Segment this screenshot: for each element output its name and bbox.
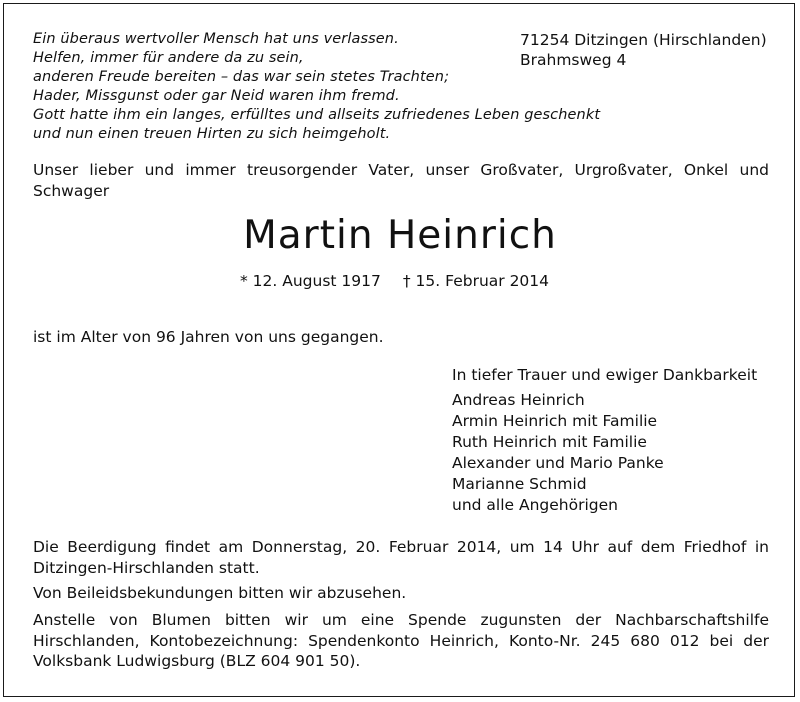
mourners-block (452, 365, 757, 516)
donation-notice: Anstelle von Blumen bitten wir um eine Spende zugunsten der Nachbarschaftshilfe Hirschlanden, Kontobezeichnung: Spendenkonto Heinrich, Konto-Nr. 245 680 012 bei der Volksbank Ludwigsburg (BLZ 604 901 50). (33, 611, 769, 670)
poem-line: Gott hatte ihm ein langes, erfülltes und allseits zufriedenes Leben geschenkt (33, 107, 601, 123)
mourning-greeting: In tiefer Trauer und ewiger Dankbarkeit (452, 366, 758, 384)
life-dates (240, 271, 549, 291)
condolence-notice: Von Beileidsbekundungen bitten wir abzusehen. (33, 584, 407, 602)
address-street: Brahmsweg 4 (520, 50, 627, 69)
poem-line: anderen Freude bereiten – das war sein stetes Trachten; (33, 69, 450, 85)
deceased-name: Martin Heinrich (243, 213, 557, 258)
mourner-name: Ruth Heinrich mit Familie (452, 433, 647, 451)
mourner-name: Marianne Schmid (452, 475, 587, 493)
mourner-name: und alle Angehörigen (452, 496, 618, 514)
death-date: † 15. Februar 2014 (402, 272, 550, 290)
poem-line: Helfen, immer für andere da zu sein, (33, 50, 304, 66)
poem-line: und nun einen treuen Hirten zu sich heimgeholt. (33, 126, 391, 142)
address-city: 71254 Ditzingen (Hirschlanden) (520, 31, 767, 49)
poem-line: Hader, Missgunst oder gar Neid waren ihm fremd. (33, 88, 400, 104)
mourner-name: Alexander und Mario Panke (452, 454, 664, 472)
funeral-notice: Die Beerdigung findet am Donnerstag, 20. Februar 2014, um 14 Uhr auf dem Friedhof in Ditzingen-Hirschlanden statt. (33, 538, 769, 577)
birth-date: * 12. August 1917 (240, 272, 381, 290)
memorial-poem (33, 30, 600, 144)
intro-text: Unser lieber und immer treusorgender Vater, unser Großvater, Urgroßvater, Onkel und Schwager (33, 161, 769, 200)
poem-line: Ein überaus wertvoller Mensch hat uns verlassen. (33, 31, 399, 47)
family-address (520, 31, 767, 70)
mourner-name: Andreas Heinrich (452, 391, 585, 409)
age-statement: ist im Alter von 96 Jahren von uns gegangen. (33, 328, 384, 346)
mourner-name: Armin Heinrich mit Familie (452, 412, 658, 430)
